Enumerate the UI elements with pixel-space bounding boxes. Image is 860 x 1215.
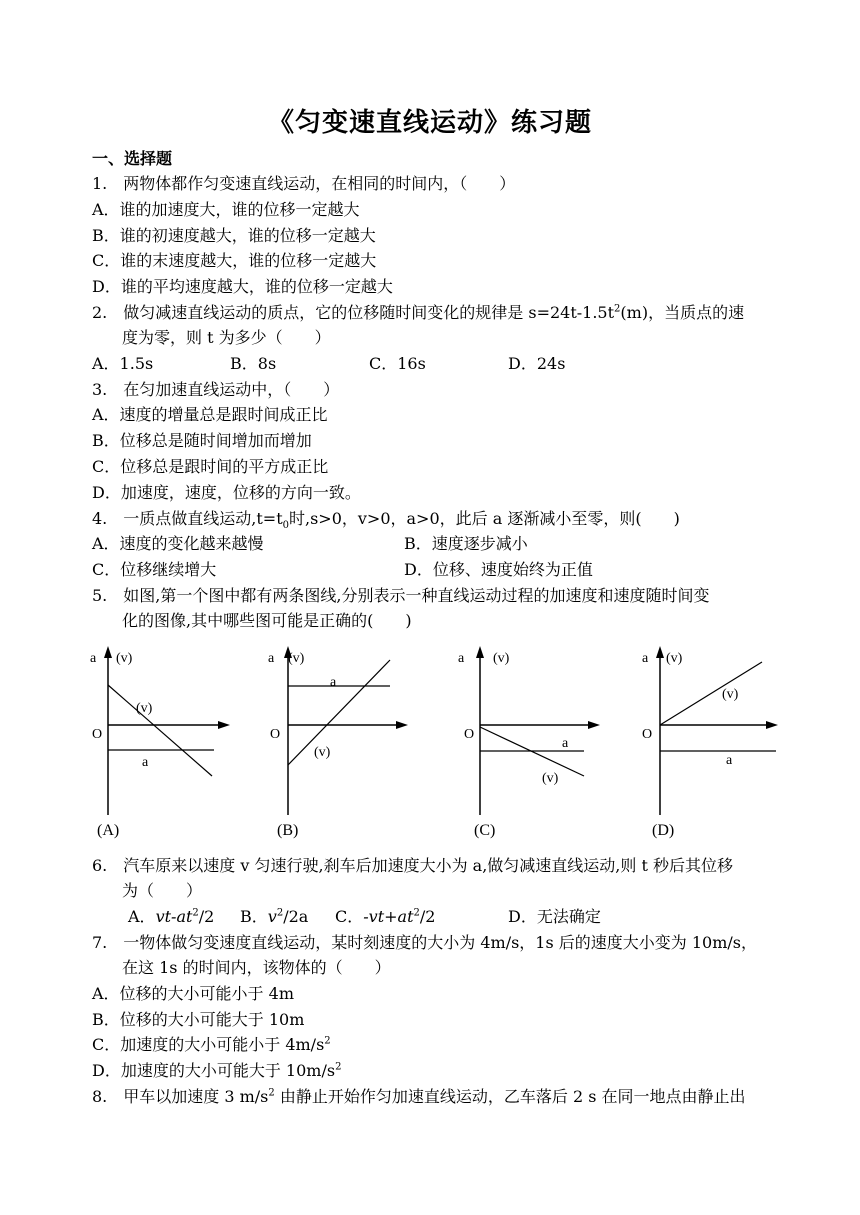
q4-option-c: C．位移继续增大	[92, 560, 217, 579]
q2-stem	[92, 303, 744, 323]
velocity-line-label: (v)	[722, 687, 739, 702]
velocity-line-label: (v)	[136, 701, 153, 716]
exponent: 2	[413, 907, 420, 919]
x-axis-arrow-icon	[218, 721, 230, 729]
option-text: D．加速度的大小可能大于 10m/s	[92, 1061, 336, 1080]
q2-stem-part2: (m)，当质点的速	[620, 303, 745, 322]
q6-option-c	[335, 907, 435, 927]
formula-tail: /2a	[283, 907, 309, 926]
q4-option-a: A．速度的变化越来越慢	[92, 534, 264, 553]
q6-stem-continued: 为（ ）	[122, 881, 203, 900]
q3-option-a: A．速度的增量总是跟时间成正比	[92, 405, 328, 424]
q6-option-d: D．无法确定	[508, 907, 601, 926]
q2-option-a: A．1.5s	[92, 354, 154, 373]
axis-label-a: a	[642, 651, 649, 666]
q8-stem	[92, 1087, 746, 1107]
q1-option-d: D．谁的平均速度越大，谁的位移一定越大	[92, 277, 393, 296]
formula-tail: /2	[198, 907, 215, 926]
y-axis-arrow-icon	[104, 646, 112, 658]
exponent: 2	[192, 907, 199, 919]
formula: -vt+at	[363, 907, 414, 926]
axis-label-v: (v)	[666, 651, 683, 666]
q2-option-b: B．8s	[230, 354, 277, 373]
velocity-line-label: (v)	[542, 771, 559, 786]
exponent: 2	[324, 1035, 331, 1047]
q7-stem: 7. 一物体做匀变速度直线运动，某时刻速度的大小为 4m/s，1s 后的速度大小变为 10m/s，	[92, 933, 758, 952]
q7-option-c	[92, 1035, 331, 1055]
q1-option-a: A．谁的加速度大，谁的位移一定越大	[92, 200, 360, 219]
origin-label: O	[270, 727, 281, 742]
graph-d-caption: (D)	[652, 822, 675, 839]
option-text: C．加速度的大小可能小于 4m/s	[92, 1035, 325, 1054]
x-axis-arrow-icon	[766, 721, 778, 729]
graph-a	[88, 640, 238, 824]
origin-label: O	[464, 727, 475, 742]
graph-c-caption: (C)	[474, 822, 496, 839]
velocity-line	[660, 662, 762, 725]
q2-stem-continued: 度为零，则 t 为多少（ ）	[122, 328, 331, 347]
q7-option-a: A．位移的大小可能小于 4m	[92, 984, 294, 1003]
acceleration-line-label: a	[142, 755, 149, 770]
page-title: 《匀变速直线运动》练习题	[267, 108, 592, 138]
acceleration-line-label: a	[562, 736, 569, 751]
formula-tail: /2	[419, 907, 436, 926]
formula: v	[267, 907, 277, 926]
axis-label-a: a	[458, 651, 465, 666]
axis-label-a: a	[268, 651, 275, 666]
velocity-line-label: (v)	[314, 745, 331, 760]
x-axis-arrow-icon	[396, 721, 408, 729]
graph-b-caption: (B)	[277, 822, 299, 839]
section-heading: 一、选择题	[92, 149, 173, 168]
q4-option-b: B．速度逐步减小	[404, 534, 528, 553]
origin-label: O	[642, 727, 653, 742]
x-axis-arrow-icon	[588, 721, 600, 729]
q8-stem-part1: 8. 甲车以加速度 3 m/s	[92, 1087, 269, 1106]
q8-stem-exponent: 2	[268, 1087, 275, 1099]
acceleration-line-label: a	[330, 675, 337, 690]
exponent: 2	[276, 907, 284, 919]
graph-b	[268, 640, 418, 824]
velocity-line	[108, 685, 212, 776]
q1-option-c: C．谁的末速度越大，谁的位移一定越大	[92, 251, 377, 270]
acceleration-line-label: a	[726, 753, 733, 768]
velocity-line	[288, 660, 390, 765]
q2-option-c: C．16s	[369, 354, 426, 373]
y-axis-arrow-icon	[656, 646, 664, 658]
q7-option-d	[92, 1061, 341, 1081]
q3-option-d: D．加速度，速度，位移的方向一致。	[92, 483, 361, 502]
option-letter: A．	[128, 907, 156, 926]
option-letter: B．	[240, 907, 268, 926]
q4-stem-part2: 时,s>0，v>0，a>0，此后 a 逐渐减小至零，则( )	[289, 509, 680, 528]
q2-stem-exponent: 2	[614, 303, 621, 315]
graph-d	[640, 640, 790, 824]
q1-option-b: B．谁的初速度越大，谁的位移一定越大	[92, 226, 376, 245]
exponent: 2	[335, 1061, 342, 1073]
q5-stem: 5. 如图,第一个图中都有两条图线,分别表示一种直线运动过程的加速度和速度随时间变	[92, 586, 710, 605]
q7-stem-continued: 在这 1s 的时间内，该物体的（ ）	[122, 958, 391, 977]
q4-option-d: D．位移、速度始终为正值	[404, 560, 593, 579]
q8-stem-part2: 由静止开始作匀加速直线运动，乙车落后 2 s 在同一地点由静止出	[274, 1087, 746, 1106]
axis-label-v: (v)	[116, 651, 133, 666]
y-axis-arrow-icon	[476, 646, 484, 658]
q1-stem: 1. 两物体都作匀变速直线运动，在相同的时间内，（ ）	[92, 174, 516, 193]
graph-a-caption: (A)	[97, 822, 120, 839]
graph-c	[460, 640, 610, 824]
q6-stem: 6. 汽车原来以速度 v 匀速行驶,刹车后加速度大小为 a,做匀减速直线运动,则 t 秒后其位移	[92, 856, 733, 875]
q3-option-c: C．位移总是跟时间的平方成正比	[92, 457, 329, 476]
q4-stem-part1: 4. 一质点做直线运动,t=t	[92, 509, 283, 528]
formula: vt-at	[155, 907, 193, 926]
q7-option-b: B．位移的大小可能大于 10m	[92, 1010, 305, 1029]
q2-stem-part1: 2. 做匀减速直线运动的质点，它的位移随时间变化的规律是 s=24t-1.5t	[92, 303, 615, 322]
axis-label-v: (v)	[493, 651, 510, 666]
q3-option-b: B．位移总是随时间增加而增加	[92, 431, 312, 450]
axis-label-v: (v)	[288, 651, 305, 666]
axis-label-a: a	[90, 651, 97, 666]
q4-stem	[92, 509, 680, 532]
q6-option-b	[240, 907, 308, 927]
q4-stem-subscript: 0	[282, 520, 289, 532]
origin-label: O	[92, 727, 103, 742]
q3-stem: 3. 在匀加速直线运动中，（ ）	[92, 380, 340, 399]
q5-stem-continued: 化的图像,其中哪些图可能是正确的( )	[122, 611, 412, 630]
q6-option-a	[128, 907, 214, 927]
option-letter: C．	[335, 907, 364, 926]
q2-option-d: D．24s	[508, 354, 566, 373]
